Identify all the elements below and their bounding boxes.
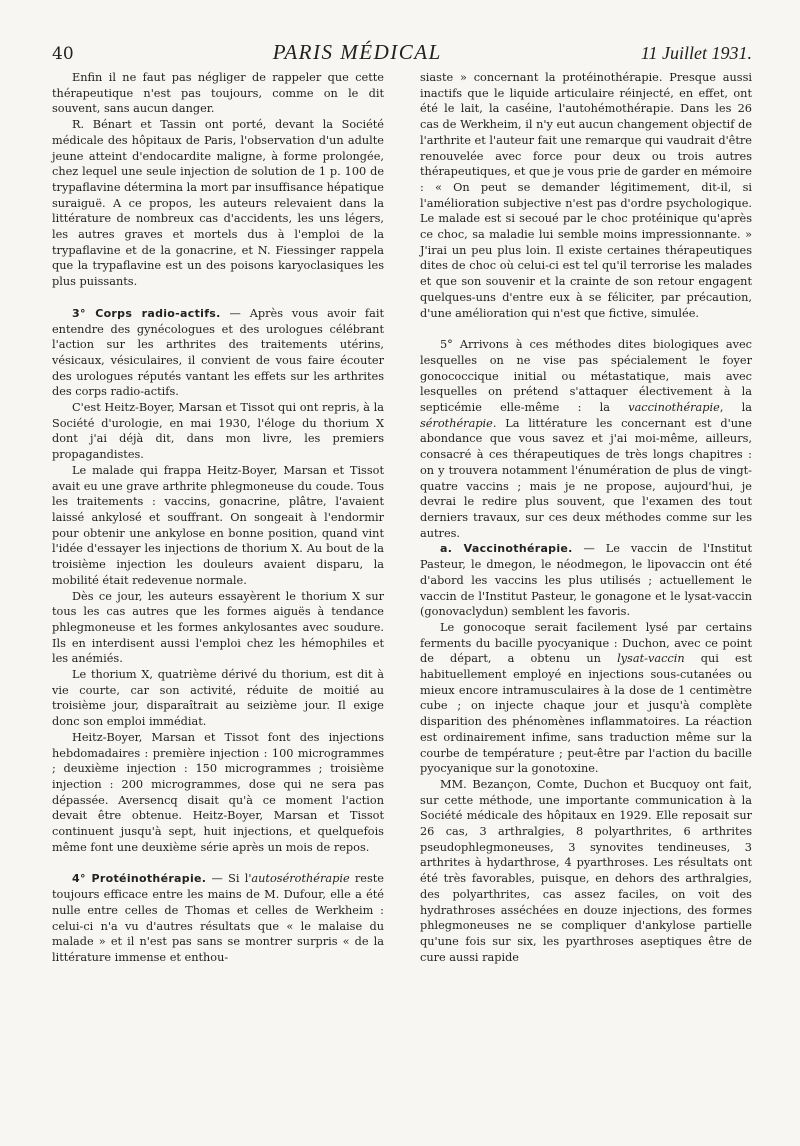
section-corps-radio-actifs: 3° Corps radio-actifs. — Après vous avoir fait entendre des gynécologues et des urologues célébrant l'action sur les arthrites des traitements utérins, vésicaux, vésiculaires, il convient de vous faire écouter des urologues réputés vantant les effets sur les arthrites des corps radio-actifs.: [52, 306, 384, 399]
section-methodes-biologiques: 5° Arrivons à ces méthodes dites biologiques avec lesquelles on ne vise pas spécialement le foyer gonococcique initial ou métastatique, mais avec lesquelles on prétend s'attaquer électivement à la septicémie elle-même : la vaccinothérapie, la sérothérapie. La littérature les concernant est d'une abondance que vous savez et j'ai moi-même, ailleurs, consacré à ces thérapeutiques de très longs chapitres : on y trouvera notamment l'énumération de plus de vingt-quatre vaccins ; mais je ne propose, aujourd'hui, je devrai le redire plus souvent, que l'examen des tout derniers travaux, sur ces deux méthodes comme sur les autres.: [420, 338, 752, 540]
paragraph: R. Bénart et Tassin ont porté, devant la Société médicale des hôpitaux de Paris, l'observation d'un adulte jeune atteint d'endocardite maligne, à forme prolongée, chez lequel une seule injection de solution de 1 p. 100 de trypaflavine détermina la mort par insuffisance hépatique suraiguë. A ce propos, les auteurs relevaient dans la littérature de nombreux cas d'accidents, les uns légers, les autres graves et mortels dus à l'emploi de la trypaflavine et de la gonacrine, et N. Fiessinger rappela que la trypaflavine est un des poisons karyoclasiques les plus puissants.: [52, 118, 384, 289]
section-proteinotherapie: 4° Protéinothérapie. — Si l'autosérothérapie reste toujours efficace entre les mains de M. Dufour, elle a été nulle entre celles de Thomas et celles de Werkheim : celui-ci n'a vu d'autres résultats que « le malaise du malade » et il n'est pas sans se montrer surpris « de la littérature immense et enthou-: [52, 872, 384, 964]
section-title: a. Vaccinothérapie.: [440, 542, 573, 556]
issue-date: 11 Juillet 1931.: [640, 43, 752, 63]
paragraph: MM. Bezançon, Comte, Duchon et Bucquoy ont fait, sur cette méthode, une importante communication à la Société médicale des hôpitaux en 1929. Elle reposait sur 26 cas, 3 arthralgies, 8 polyarthrites, 6 arthrites pseudophlegmoneuses, 3 synovites tendineuses, 3 arthrites à hydarthrose, 4 pyarthroses. Les résultats ont été très favorables, puisque, en dehors des arthralgies, des polyarthrites, cas assez faciles, on voit des hydrathroses asséchées en douze injections, des formes phlegmoneuses ne se compliquer d'ankylose partielle qu'une fois sur six, les pyarthroses aseptiques être de cure aussi rapide: [420, 777, 752, 964]
page-header: [52, 40, 752, 62]
paragraph: Heitz-Boyer, Marsan et Tissot font des injections hebdomadaires : première injection : 100 microgrammes ; deuxième injection : 150 microgrammes ; troisième injection : 200 microgrammes, dose qui ne sera pas dépassée. Aversencq disait qu'à ce moment l'action devait être obtenue. Heitz-Boyer, Marsan et Tissot continuent jusqu'à sept, huit injections, et quelquefois même font une deuxième série après un mois de repos.: [52, 730, 384, 854]
section-title: 3° Corps radio-actifs.: [72, 306, 221, 320]
paragraph: C'est Heitz-Boyer, Marsan et Tissot qui ont repris, à la Société d'urologie, en mai 1930, l'éloge du thorium X dont j'ai déjà dit, dans mon livre, les premiers propagandistes.: [52, 401, 384, 462]
right-column: [420, 70, 752, 966]
paragraph: Le malade qui frappa Heitz-Boyer, Marsan et Tissot avait eu une grave arthrite phlegmoneuse du coude. Tous les traitements : vaccins, gonacrine, plâtre, l'avaient laissé ankylosé et souffrant. On songeait à l'endormir pour obtenir une ankylose en bonne position, quand vint l'idée d'essayer les injections de thorium X. Au bout de la troisième injection les douleurs avaient disparu, la mobilité était redevenue normale.: [52, 463, 384, 587]
paragraph: Dès ce jour, les auteurs essayèrent le thorium X sur tous les cas autres que les formes aiguës à tendance phlegmoneuse et les formes ankylosantes avec soudure. Ils en interdisent aussi l'emploi chez les hémophiles et les anémiés.: [52, 589, 384, 666]
paragraph: Enfin il ne faut pas négliger de rappeler que cette thérapeutique n'est pas toujours, comme on le dit souvent, sans aucun danger.: [52, 71, 384, 116]
journal-title: PARIS MÉDICAL: [272, 40, 442, 64]
paragraph: siaste » concernant la protéinothérapie. Presque aussi inactifs que le liquide articulaire réinjecté, en effet, ont été le lait, la caséine, l'autohémothérapie. Dans les 26 cas de Werkheim, il n'y eut aucun changement objectif de l'arthrite et l'auteur fait une remarque qui vaudrait d'être renouvelée avec force pour deux ou trois autres thérapeutiques, et que je vous prie de garder en mémoire : « On peut se demander légitimement, dit-il, si l'amélioration subjective n'est pas d'ordre psychologique. Le malade est si secoué par le choc protéinique qu'après ce choc, sa maladie lui semble moins impressionnante. » J'irai un peu plus loin. Il existe certaines thérapeutiques dites de choc où celui-ci est tel qu'il terrorise les malades et que son souvenir et la crainte de son retour engagent quelques-uns d'entre eux à se féliciter, par précaution, d'une amélioration qui n'est que fictive, simulée.: [420, 71, 752, 320]
left-column: [52, 70, 384, 966]
text-columns: [52, 70, 752, 966]
paragraph: Le gonocoque serait facilement lysé par certains ferments du bacille pyocyanique : Duchon, avec ce point de départ, a obtenu un lysat-vaccin qui est habituellement employé en injections sous-cutanées ou mieux encore intramusculaires à la dose de 1 centimètre cube ; on injecte chaque jour et jusqu'à complète disparition des phénomènes inflammatoires. La réaction est ordinairement infime, sans traduction même sur la courbe de température ; peut-être par l'action du bacille pyocyanique sur la gonotoxine.: [420, 620, 753, 776]
paragraph: Le thorium X, quatrième dérivé du thorium, est dit à vie courte, car son activité, réduite de moitié au troisième jour, disparaîtrait au seizième jour. Il exige donc son emploi immédiat.: [52, 668, 384, 729]
section-vaccinotherapie: a. Vaccinothérapie. — Le vaccin de l'Institut Pasteur, le dmegon, le néodmegon, le lipovaccin ont été d'abord les vaccins les plus utilisés ; actuellement le vaccin de l'Institut Pasteur, le gonagone et le lysat-vaccin (gonovaclydun) semblent les favoris.: [420, 542, 752, 619]
section-title: 4° Protéinothérapie.: [72, 872, 207, 886]
page-number: 40: [52, 44, 74, 64]
